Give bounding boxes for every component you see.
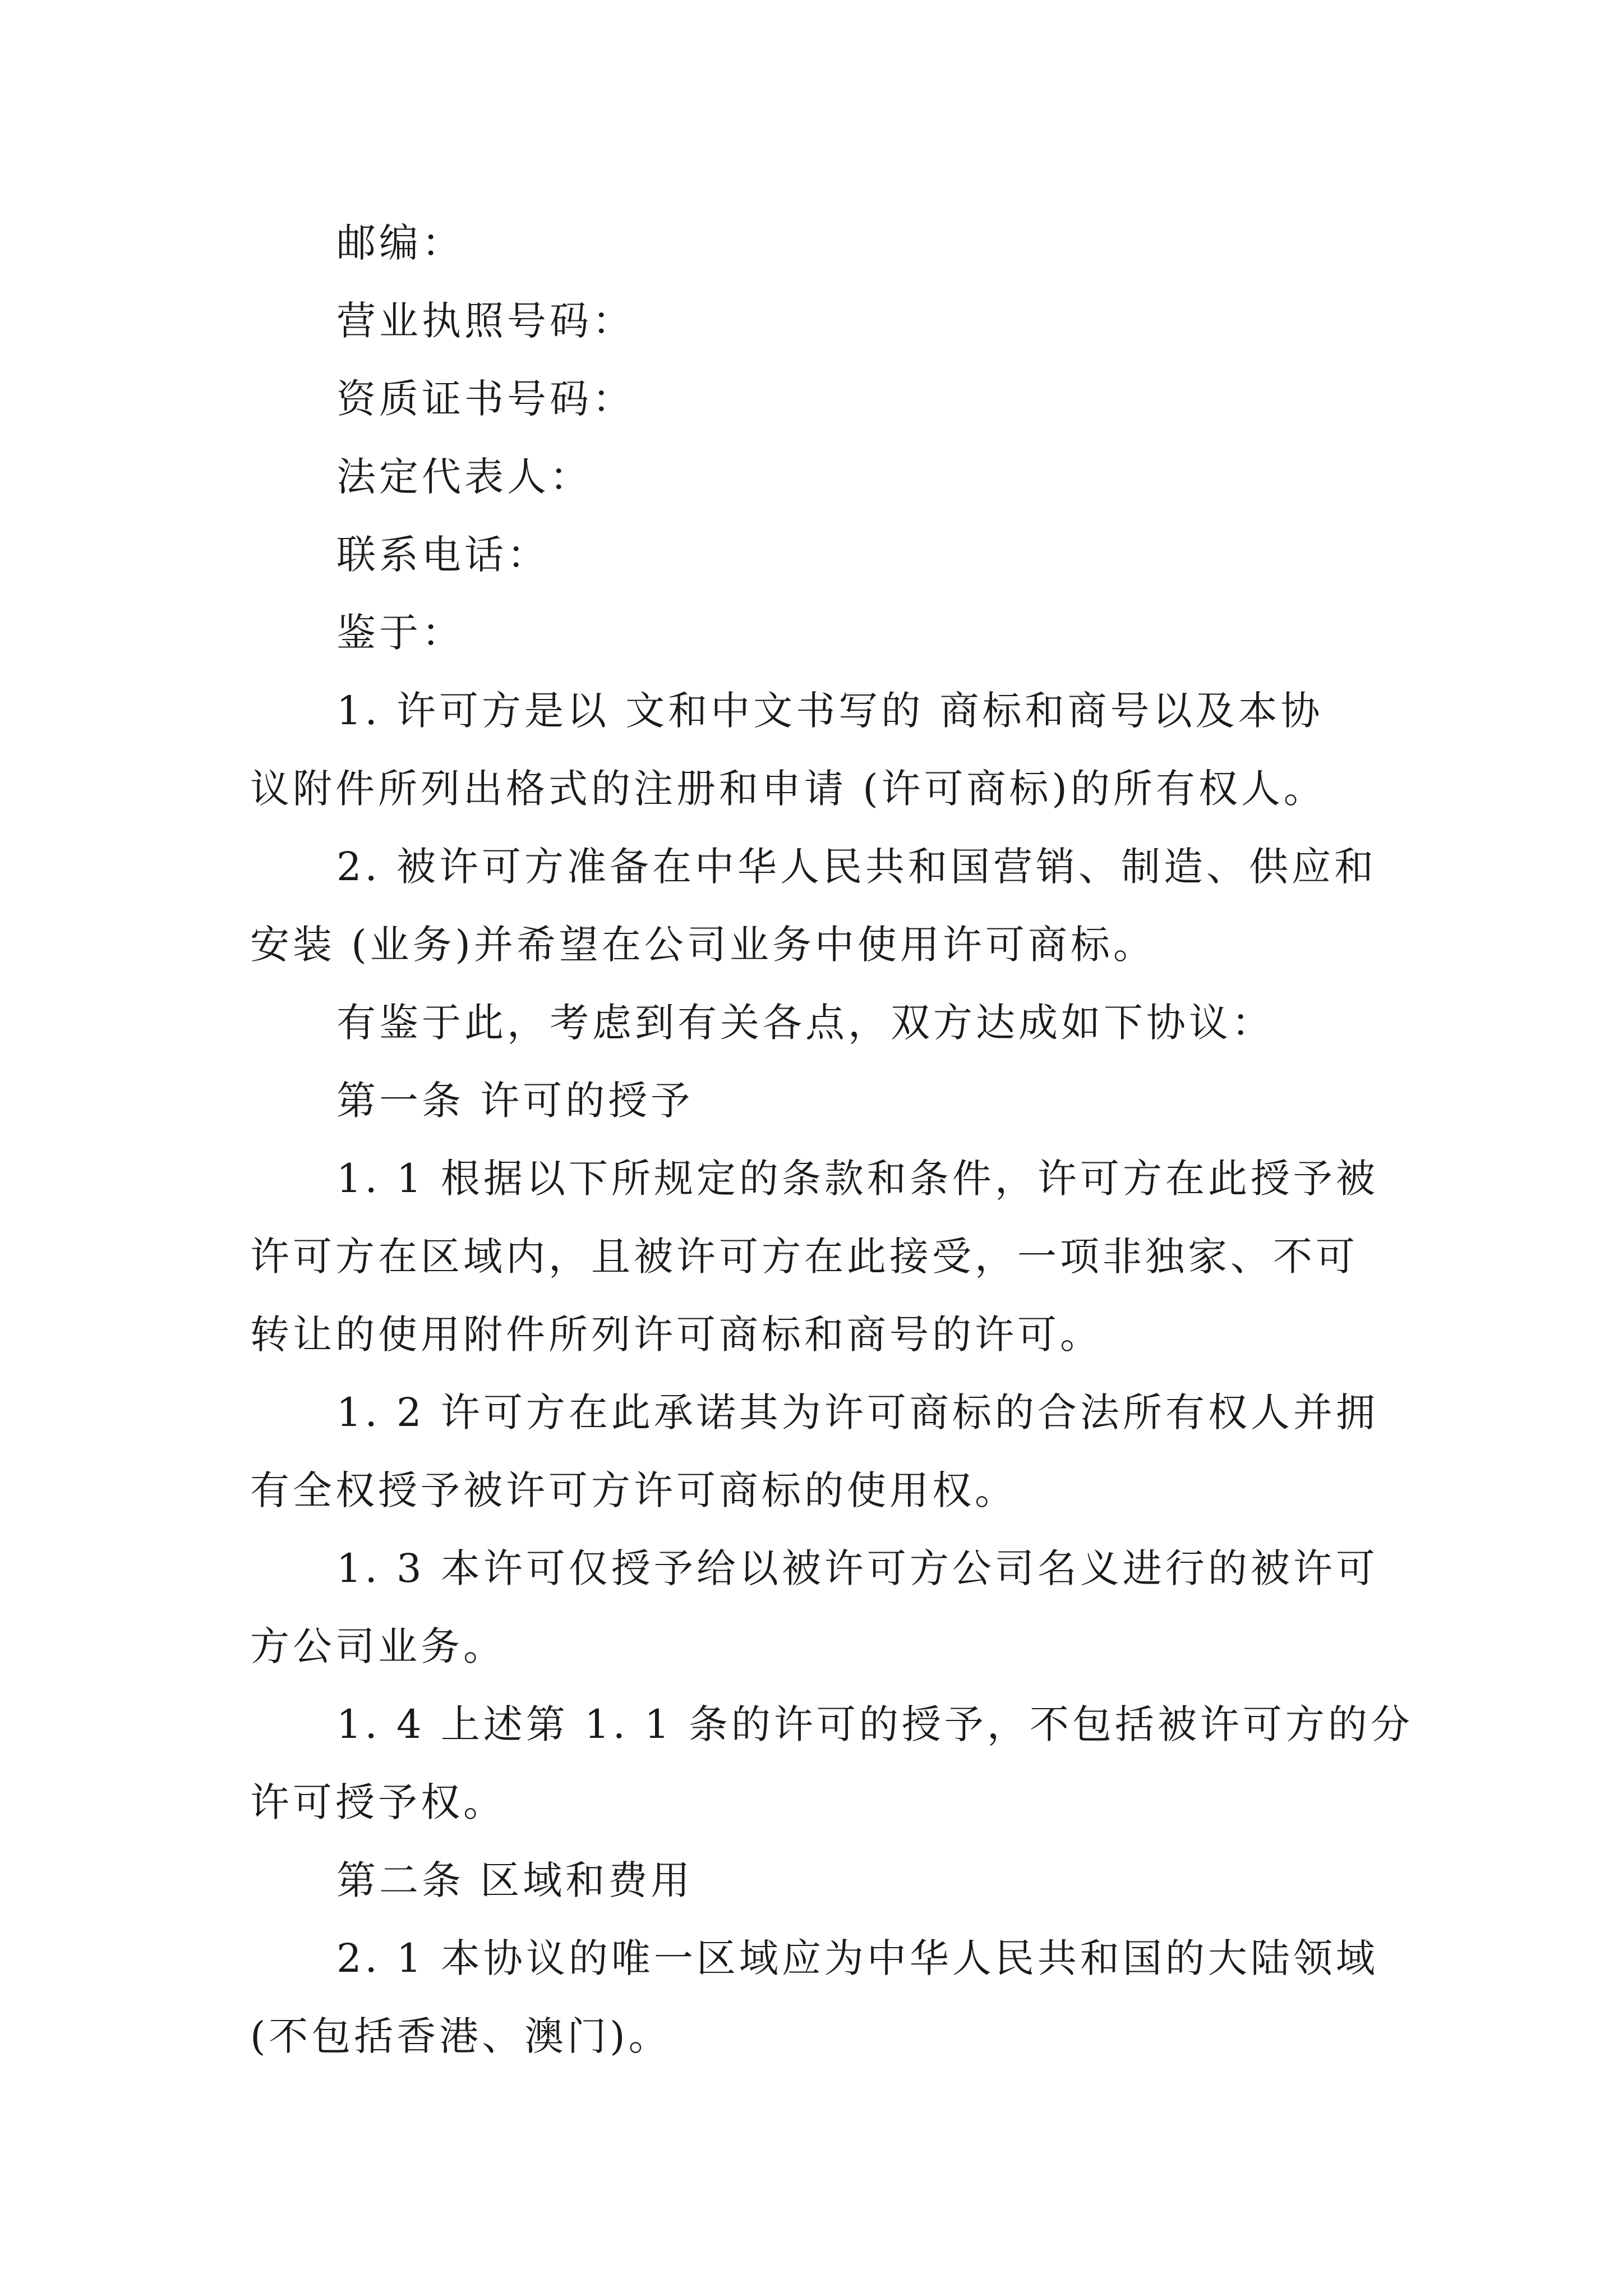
- clause-2-1-line-2: (不包括香港、澳门)。: [250, 2013, 671, 2059]
- clause-1-2-line-1: 1. 2 许可方在此承诺其为许可商标的合法所有权人并拥: [336, 1389, 1378, 1435]
- clause-1-1-line-3: 转让的使用附件所列许可商标和商号的许可。: [250, 1312, 1103, 1358]
- qualification-cert-label: 资质证书号码：: [336, 376, 635, 422]
- agreement-intro: 有鉴于此，考虑到有关各点，双方达成如下协议：: [336, 1000, 1274, 1046]
- postal-code-label: 邮编：: [336, 220, 464, 266]
- recital-2-line-1: 2. 被许可方准备在中华人民共和国营销、制造、供应和: [336, 844, 1377, 890]
- contact-phone-label: 联系电话：: [336, 532, 550, 578]
- recital-1-line-1: 1. 许可方是以 文和中文书写的 商标和商号以及本协: [336, 688, 1324, 734]
- recital-1-line-2: 议附件所列出格式的注册和申请 (许可商标)的所有权人。: [250, 766, 1326, 812]
- clause-1-3-line-2: 方公司业务。: [250, 1623, 506, 1669]
- article-2-heading: 第二条 区域和费用: [336, 1857, 694, 1903]
- clause-1-1-line-2: 许可方在区域内，且被许可方在此接受，一项非独家、不可: [250, 1234, 1358, 1280]
- clause-1-2-line-2: 有全权授予被许可方许可商标的使用权。: [250, 1467, 1017, 1513]
- clause-1-4-line-1: 1. 4 上述第 1. 1 条的许可的授予，不包括被许可方的分: [336, 1701, 1413, 1747]
- document-body: [250, 204, 1413, 2076]
- clause-1-1-line-1: 1. 1 根据以下所规定的条款和条件，许可方在此授予被: [336, 1156, 1378, 1202]
- article-1-heading: 第一条 许可的授予: [336, 1078, 694, 1124]
- recital-2-line-2: 安装 (业务)并希望在公司业务中使用许可商标。: [250, 922, 1156, 968]
- business-license-label: 营业执照号码：: [336, 298, 635, 344]
- clause-1-4-line-2: 许可授予权。: [250, 1779, 506, 1825]
- clause-1-3-line-1: 1. 3 本许可仅授予给以被许可方公司名义进行的被许可: [336, 1545, 1378, 1591]
- clause-2-1-line-1: 2. 1 本协议的唯一区域应为中华人民共和国的大陆领域: [336, 1935, 1378, 1981]
- whereas-heading: 鉴于：: [336, 610, 464, 656]
- legal-representative-label: 法定代表人：: [336, 454, 592, 500]
